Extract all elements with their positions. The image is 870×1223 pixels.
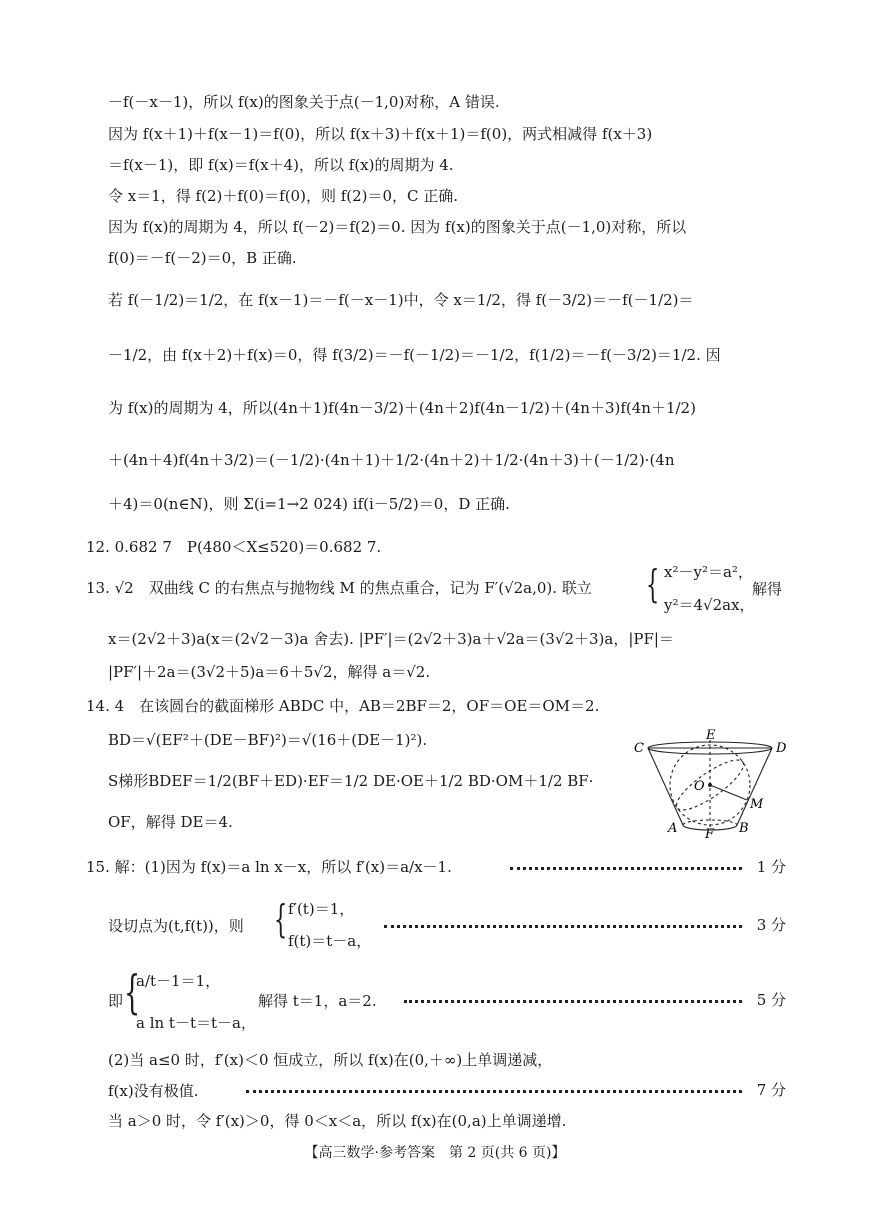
text-fragment: 即: [108, 992, 124, 1010]
figure-label-c: C: [634, 741, 644, 756]
system-eq-1: x²－y²＝a²，: [664, 563, 753, 581]
score-leader: [404, 1000, 742, 1003]
figure-label-b: B: [739, 821, 749, 836]
text-line: BD＝√(EF²＋(DE－BF)²)＝√(16＋(DE－1)²).: [108, 731, 428, 749]
text-line: 为 f(x)的周期为 4，所以(4n＋1)f(4n－3/2)＋(4n＋2)f(4n－1/2)＋(4n＋3)f(4n＋1/2): [108, 399, 696, 417]
answer-14: 14. 4 在该圆台的截面梯形 ABDC 中，AB＝2BF＝2，OF＝OE＝OM＝2.: [86, 697, 600, 715]
text-line: f(0)＝－f(－2)＝0，B 正确.: [108, 249, 297, 267]
text-line: ＋(4n＋4)f(4n＋3/2)＝(－1/2)·(4n＋1)＋1/2·(4n＋2)＋1/2·(4n＋3)＋(－1/2)·(4n: [108, 451, 675, 469]
text-line: 当 a＞0 时，令 f′(x)＞0，得 0＜x＜a，所以 f(x)在(0,a)上单调递增.: [108, 1112, 567, 1130]
score-leader: [510, 867, 742, 870]
text-line: OF，解得 DE＝4.: [108, 813, 233, 831]
text-line: －f(－x－1)，所以 f(x)的图象关于点(－1,0)对称，A 错误.: [108, 93, 500, 111]
system-eq-2: f(t)＝t－a，: [288, 932, 372, 950]
text-line: －1/2，由 f(x＋2)＋f(x)＝0，得 f(3/2)＝－f(－1/2)＝－1/2，f(1/2)＝－f(－3/2)＝1/2. 因: [108, 346, 721, 364]
system-eq-1: f′(t)＝1，: [288, 900, 355, 918]
answer-13: 13. √2 双曲线 C 的右焦点与抛物线 M 的焦点重合，记为 F′(√2a,0). 联立: [86, 579, 592, 597]
text-line: |PF′|＋2a＝(3√2＋5)a＝6＋5√2，解得 a＝√2.: [108, 663, 431, 681]
text-fragment: f(x)没有极值.: [108, 1082, 199, 1100]
text-line: (2)当 a≤0 时，f′(x)＜0 恒成立，所以 f(x)在(0,＋∞)上单调递减，: [108, 1051, 553, 1069]
score-7: 7 分: [756, 1081, 786, 1099]
figure-label-a: A: [668, 821, 678, 836]
system-eq-1: a/t－1＝1，: [136, 972, 221, 990]
score-leader: [246, 1090, 742, 1093]
answer-12: 12. 0.682 7 P(480＜X≤520)＝0.682 7.: [86, 538, 382, 556]
figure-label-o: O: [694, 779, 705, 794]
system-eq-2: a ln t－t＝t－a，: [136, 1014, 256, 1032]
text-line: ＋4)＝0(n∈N)，则 Σ(i=1→2 024) if(i－5/2)＝0，D 正确.: [108, 495, 510, 513]
score-leader: [384, 925, 742, 928]
system-brace: {: [124, 965, 141, 1019]
text-fragment: 设切点为(t,f(t))，则: [108, 917, 244, 935]
score-1: 1 分: [756, 858, 786, 876]
page-footer: 【高三数学·参考答案 第 2 页(共 6 页)】: [304, 1145, 566, 1161]
figure-label-e: E: [706, 728, 716, 743]
text-line: x＝(2√2＋3)a(x＝(2√2－3)a 舍去). |PF′|＝(2√2＋3)a＋√2a＝(3√2＋3)a，|PF|＝: [108, 630, 674, 648]
score-3: 3 分: [756, 916, 786, 934]
system-brace: {: [646, 562, 660, 606]
figure-label-d: D: [776, 741, 787, 756]
text-line: 若 f(－1/2)＝1/2，在 f(x－1)＝－f(－x－1)中，令 x＝1/2，得 f(－3/2)＝－f(－1/2)＝: [108, 291, 694, 309]
answer-15: 15. 解：(1)因为 f(x)＝a ln x－x，所以 f′(x)＝a/x－1.: [86, 858, 452, 876]
figure-label-m: M: [750, 797, 764, 812]
text-line: ＝f(x－1)，即 f(x)＝f(x＋4)，所以 f(x)的周期为 4.: [108, 156, 454, 174]
text-fragment: 解得 t＝1，a＝2.: [258, 992, 377, 1010]
frustum-figure: [626, 722, 796, 842]
score-5: 5 分: [756, 991, 786, 1009]
figure-label-f: F: [705, 827, 715, 842]
text-line: 因为 f(x＋1)＋f(x－1)＝f(0)，所以 f(x＋3)＋f(x＋1)＝f(0)，两式相减得 f(x＋3): [108, 125, 653, 143]
text-line: S梯形BDEF＝1/2(BF＋ED)·EF＝1/2 DE·OE＋1/2 BD·OM＋1/2 BF·: [108, 772, 594, 790]
system-brace: {: [274, 897, 288, 941]
text-line: 因为 f(x)的周期为 4，所以 f(－2)＝f(2)＝0. 因为 f(x)的图象关于点(－1,0)对称，所以: [108, 218, 687, 236]
text-line: 令 x＝1，得 f(2)＋f(0)＝f(0)，则 f(2)＝0，C 正确.: [108, 187, 459, 205]
system-eq-2: y²＝4√2ax，: [664, 596, 755, 614]
text-fragment: 解得: [752, 580, 783, 598]
